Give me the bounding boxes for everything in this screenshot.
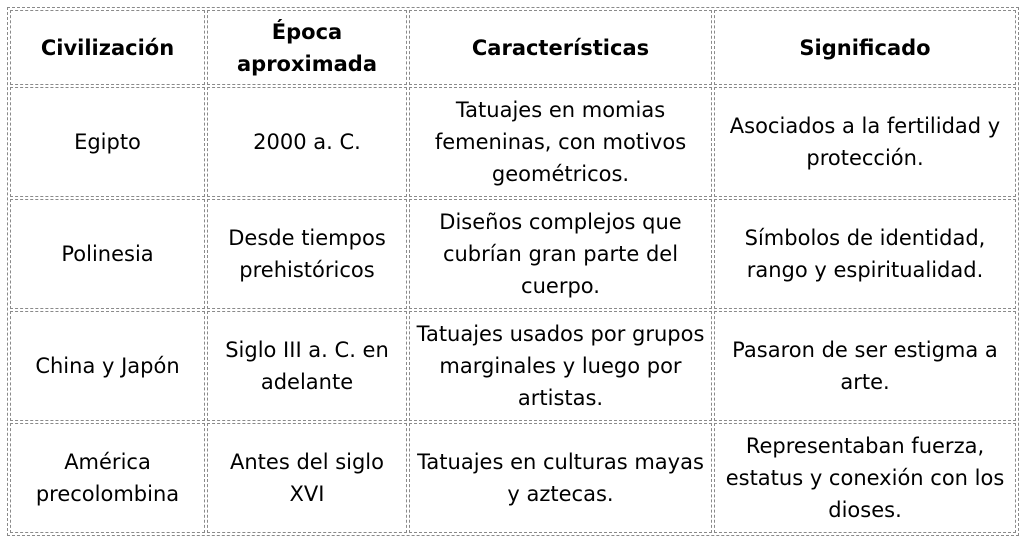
cell-epoca: 2000 a. C. (207, 87, 407, 197)
cell-civilizacion: China y Japón (10, 311, 205, 421)
header-epoca: Época aproximada (207, 10, 407, 85)
cell-significado: Símbolos de identidad, rango y espiritualidad. (714, 199, 1016, 309)
table-row (10, 423, 1016, 533)
cell-significado: Pasaron de ser estigma a arte. (714, 311, 1016, 421)
table-row (10, 199, 1016, 309)
header-civilizacion: Civilización (10, 10, 205, 85)
cell-caracteristicas: Diseños complejos que cubrían gran parte del cuerpo. (409, 199, 712, 309)
cell-epoca: Desde tiempos prehistóricos (207, 199, 407, 309)
header-significado: Significado (714, 10, 1016, 85)
table-container (7, 7, 1019, 536)
cell-caracteristicas: Tatuajes usados por grupos marginales y luego por artistas. (409, 311, 712, 421)
cell-civilizacion: Egipto (10, 87, 205, 197)
cell-civilizacion: América precolombina (10, 423, 205, 533)
table-row (10, 87, 1016, 197)
table-header-row (10, 10, 1016, 85)
table-row (10, 311, 1016, 421)
cell-caracteristicas: Tatuajes en culturas mayas y aztecas. (409, 423, 712, 533)
header-caracteristicas: Características (409, 10, 712, 85)
cell-epoca: Antes del siglo XVI (207, 423, 407, 533)
cell-epoca: Siglo III a. C. en adelante (207, 311, 407, 421)
cell-civilizacion: Polinesia (10, 199, 205, 309)
cell-significado: Representaban fuerza, estatus y conexión con los dioses. (714, 423, 1016, 533)
cell-significado: Asociados a la fertilidad y protección. (714, 87, 1016, 197)
cell-caracteristicas: Tatuajes en momias femeninas, con motivos geométricos. (409, 87, 712, 197)
civilizations-tattoo-table (7, 7, 1019, 536)
